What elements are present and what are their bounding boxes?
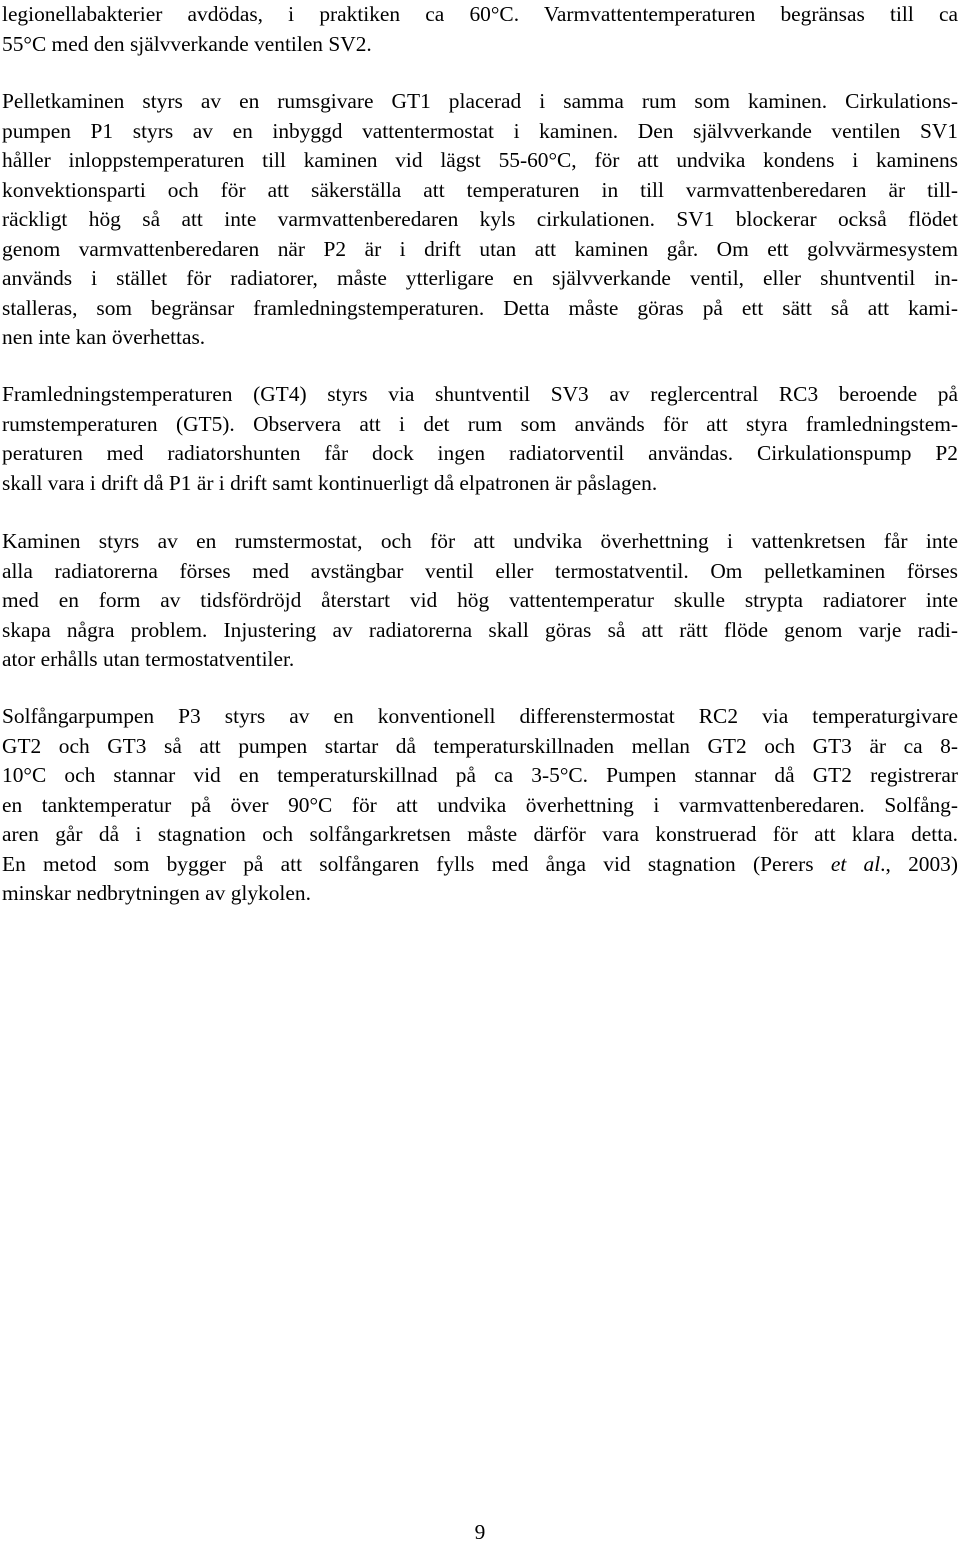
text-line: alla radiatorerna förses med avstängbar ventil eller termostatventil. Om pelletkaminen förses xyxy=(2,558,958,583)
text-line-with-citation xyxy=(2,850,958,880)
text-line: konvektionsparti och för att säkerställa att temperaturen in till varmvattenberedaren är till- xyxy=(2,177,958,202)
citation-italic: et al xyxy=(830,851,881,876)
text-line: används i stället för radiatorer, måste ytterligare en självverkande ventil, eller shuntventil in- xyxy=(2,266,958,290)
text-segment: En metod som bygger på att solfångaren fylls med ånga vid stagnation (Perers xyxy=(2,851,831,876)
text-line: skapa några problem. Injustering av radiatorerna skall göras så att rätt flöde genom varje radi- xyxy=(2,617,958,642)
text-line: Framledningstemperaturen (GT4) styrs via shuntventil SV3 av reglercentral RC3 beroende på xyxy=(2,382,958,406)
citation-tail: ., 2003) xyxy=(880,851,958,876)
text-line: peraturen med radiatorshunten får dock ingen radiatorventil användas. Cirkulationspump P2 xyxy=(2,441,958,465)
text-line: pumpen P1 styrs av en inbyggd vattentermostat i kaminen. Den självverkande ventilen SV1 xyxy=(2,118,958,143)
text-line: 10°C och stannar vid en temperaturskillnad på ca 3-5°C. Pumpen stannar då GT2 registrerar xyxy=(2,763,958,787)
text-line: minskar nedbrytningen av glykolen. xyxy=(2,881,311,905)
text-line: håller inloppstemperaturen till kaminen vid lägst 55-60°C, för att undvika kondens i kaminens xyxy=(2,148,958,172)
text-line: ator erhålls utan termostatventiler. xyxy=(2,647,295,671)
paragraph-4 xyxy=(2,527,958,675)
text-line: genom varmvattenberedaren när P2 är i drift utan att kaminen går. Om ett golvvärmesystem xyxy=(2,236,958,261)
text-line: aren går då i stagnation och solfångarkretsen måste därför vara konstruerad för att klara detta. xyxy=(2,822,958,846)
text-line: med en form av tidsfördröjd återstart vid hög vattentemperatur skulle strypta radiatorer inte xyxy=(2,588,958,612)
text-line: nen inte kan överhettas. xyxy=(2,325,206,349)
text-line: GT2 och GT3 så att pumpen startar då temperaturskillnaden mellan GT2 och GT3 är ca 8- xyxy=(2,733,958,758)
text-line: stalleras, som begränsar framledningstemperaturen. Detta måste göras på ett sätt så att kami- xyxy=(2,295,958,320)
page-number: 9 xyxy=(474,1520,486,1544)
text-line: skall vara i drift då P1 är i drift samt kontinuerligt då elpatronen är påslagen. xyxy=(2,470,658,495)
text-line: räckligt hög så att inte varmvattenberedaren kyls cirkulationen. SV1 blockerar också flödet xyxy=(2,207,958,231)
text-line: 55°C med den självverkande ventilen SV2. xyxy=(2,31,372,56)
text-line: en tanktemperatur på över 90°C för att undvika överhettning i varmvattenberedaren. Solfång- xyxy=(2,792,958,817)
paragraph-1 xyxy=(2,0,958,59)
text-line: rumstemperaturen (GT5). Observera att i det rum som används för att styra framledningstem- xyxy=(2,411,958,436)
paragraph-2 xyxy=(2,87,958,353)
paragraph-5 xyxy=(2,702,958,909)
text-line: legionellabakterier avdödas, i praktiken ca 60°C. Varmvattentemperaturen begränsas till ca xyxy=(2,2,958,26)
paragraph-3 xyxy=(2,380,958,498)
text-line: Kaminen styrs av en rumstermostat, och för att undvika överhettning i vattenkretsen får inte xyxy=(2,529,958,553)
text-line: Pelletkaminen styrs av en rumsgivare GT1 placerad i samma rum som kaminen. Cirkulations- xyxy=(2,89,958,113)
text-line: Solfångarpumpen P3 styrs av en konventionell differenstermostat RC2 via temperaturgivare xyxy=(2,704,958,728)
